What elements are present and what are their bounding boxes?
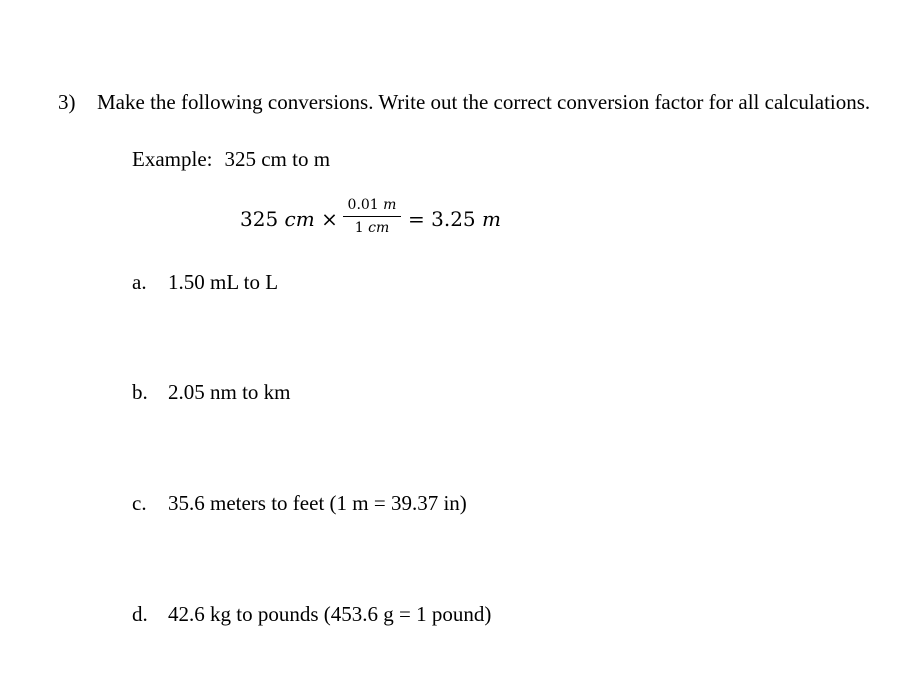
question-prompt: Make the following conversions. Write out the correct conversion factor for all calculations. (97, 90, 871, 114)
fraction-denominator (343, 219, 401, 237)
item-label: a. (132, 270, 147, 294)
fraction-denominator-unit: cm (368, 220, 390, 236)
equation-left-number: 325 (240, 207, 279, 231)
item-label: c. (132, 491, 147, 515)
equation-result-unit: m (482, 207, 501, 231)
item-text: 1.50 mL to L (168, 270, 279, 294)
example-problem: 325 cm to m (224, 147, 331, 171)
equation-left-side (240, 207, 338, 231)
problem-item-b (132, 378, 291, 406)
fraction-numerator (343, 196, 401, 214)
equals-symbol: = (408, 207, 425, 231)
item-label: d. (132, 602, 148, 626)
problem-item-c (132, 489, 467, 517)
equation-left-unit: cm (284, 207, 315, 231)
item-text: 35.6 meters to feet (1 m = 39.37 in) (168, 491, 467, 515)
fraction-numerator-unit: m (383, 197, 397, 213)
fraction-denominator-number: 1 (354, 220, 364, 236)
item-text: 42.6 kg to pounds (453.6 g = 1 pound) (168, 602, 492, 626)
example-label: Example: (132, 147, 213, 171)
problem-item-a (132, 268, 278, 296)
conversion-factor-fraction (343, 196, 401, 237)
fraction-bar (343, 216, 401, 217)
equation-result-number: 3.25 (431, 207, 476, 231)
problem-item-d (132, 600, 491, 628)
times-symbol: × (321, 207, 338, 231)
question-number: 3) (58, 90, 76, 114)
example-line (132, 145, 330, 173)
item-text: 2.05 nm to km (168, 380, 291, 404)
equation-right-side (408, 207, 501, 231)
item-label: b. (132, 380, 148, 404)
fraction-numerator-number: 0.01 (347, 197, 379, 213)
